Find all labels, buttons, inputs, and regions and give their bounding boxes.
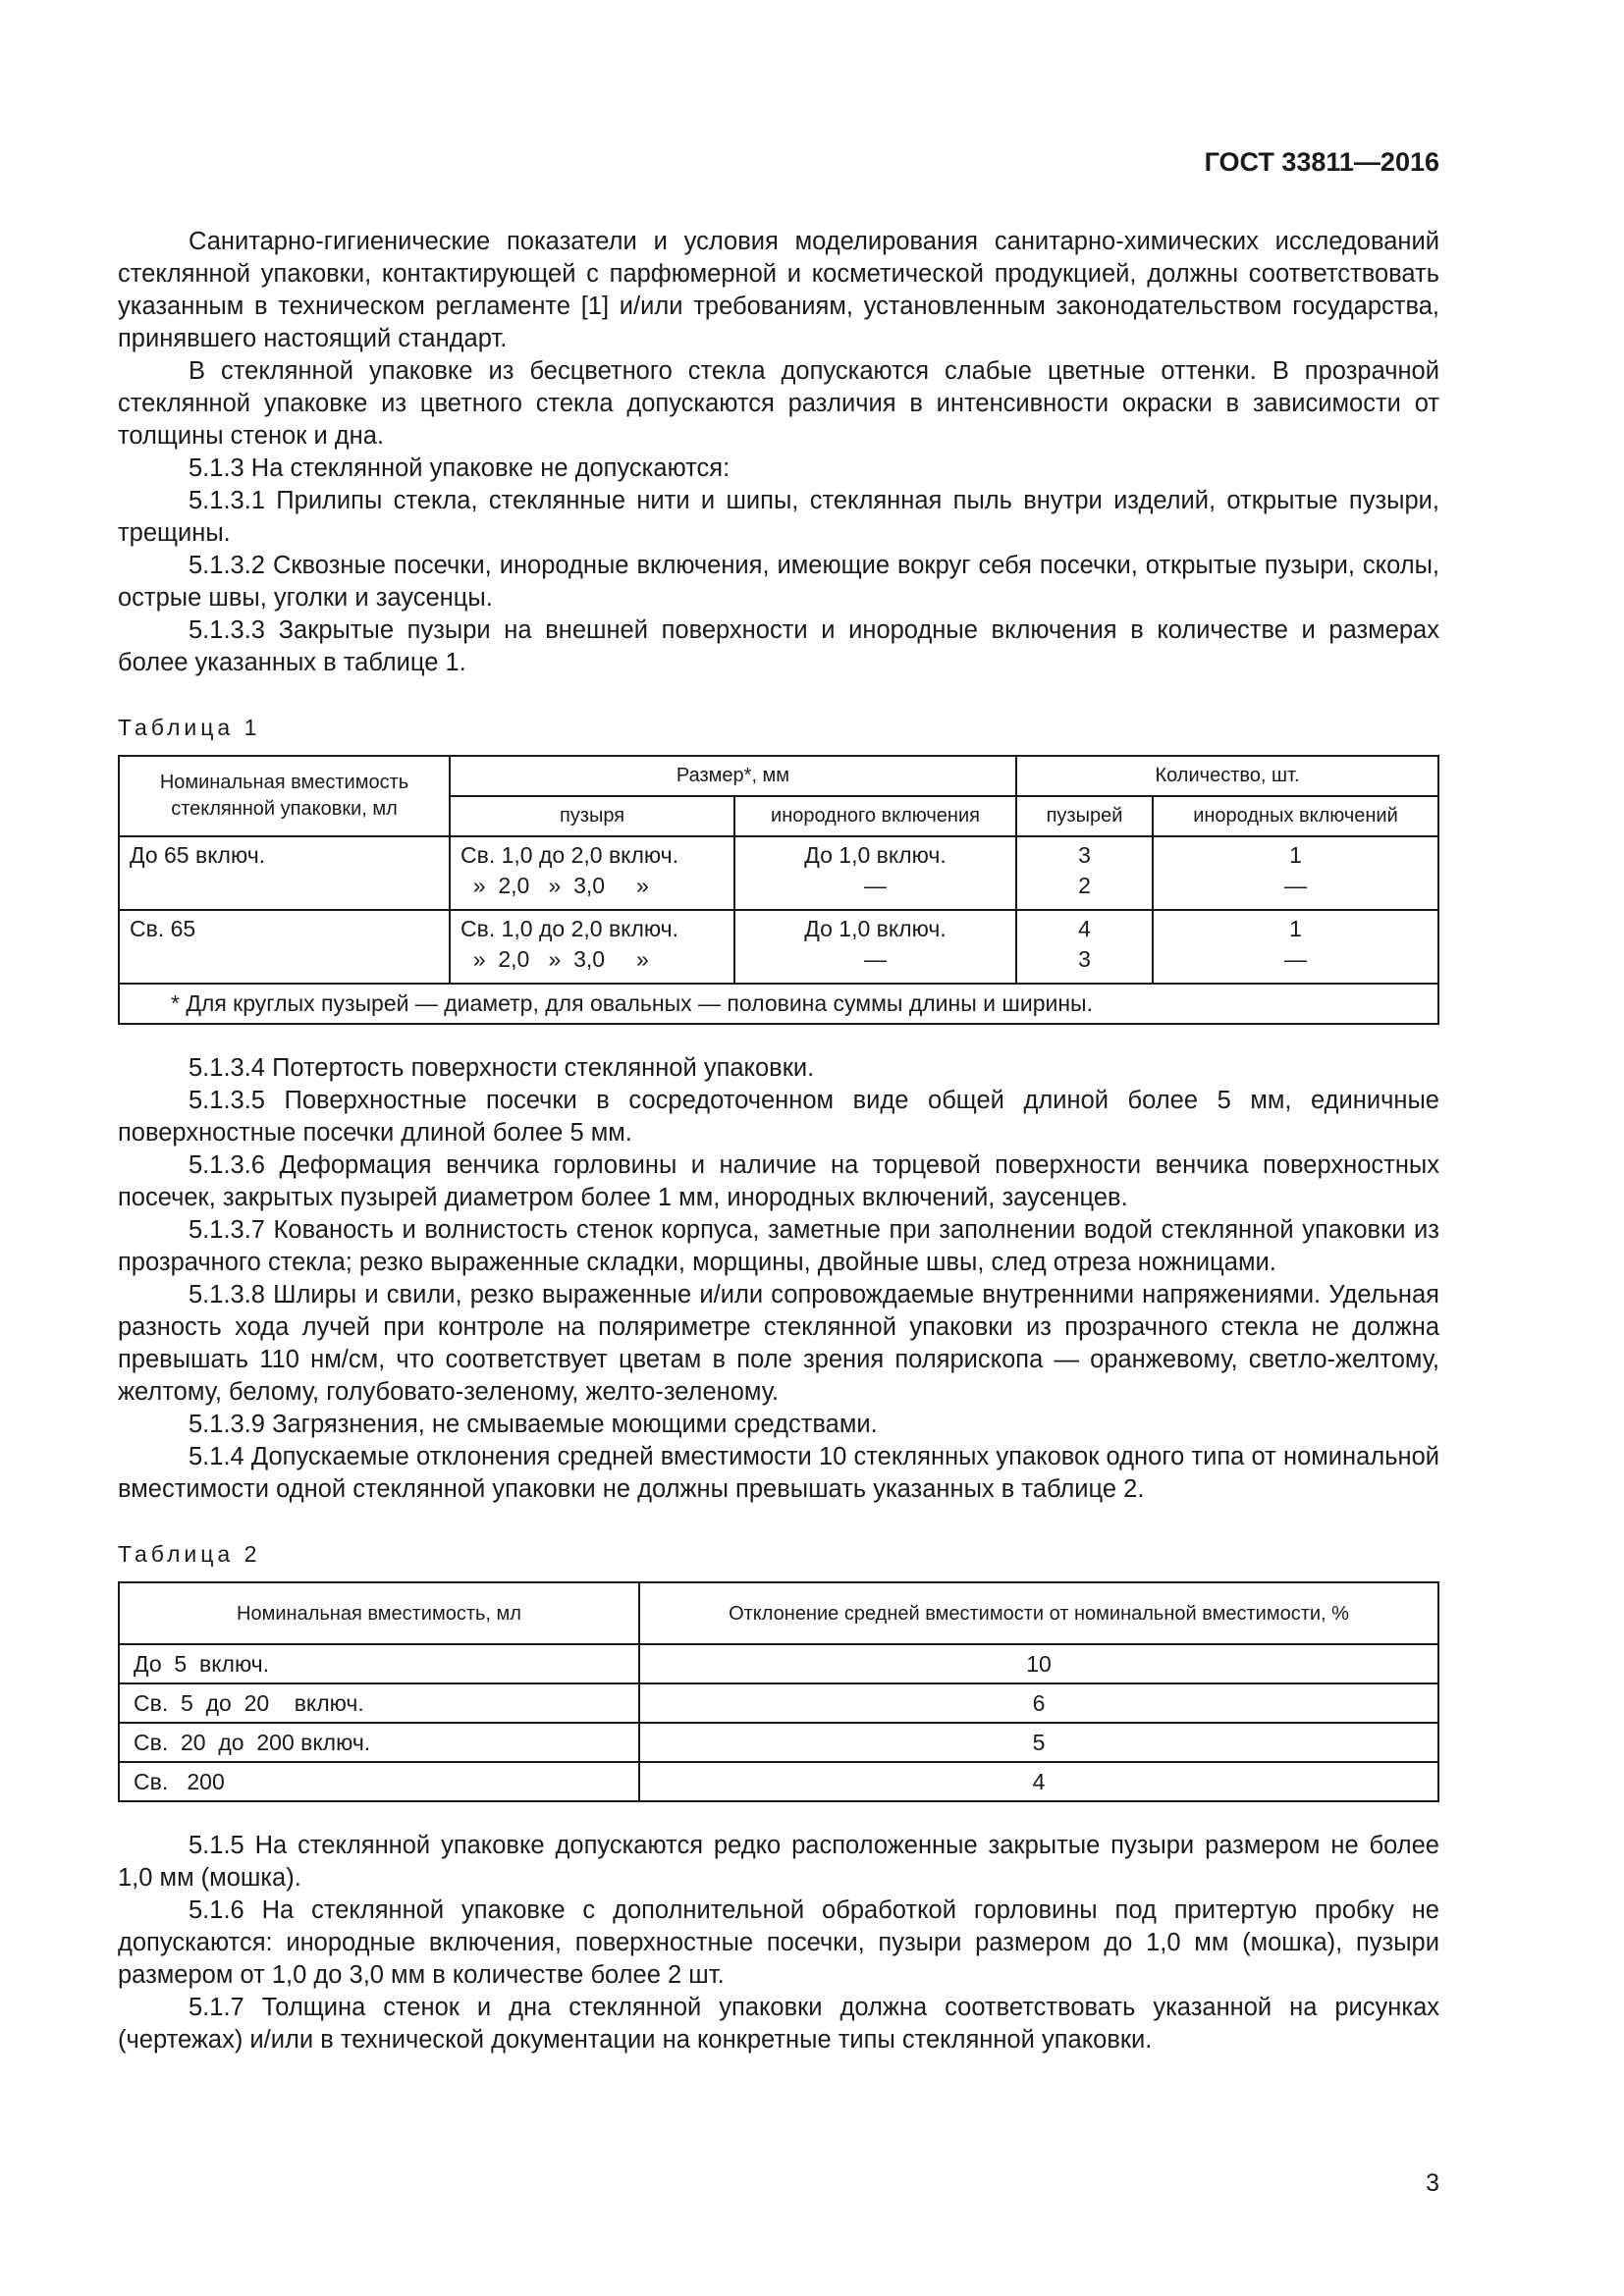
cell-capacity: Св. 65 xyxy=(119,910,450,984)
cell-bubble-size xyxy=(450,836,734,910)
table-2 xyxy=(118,1581,1439,1802)
table-row xyxy=(119,1683,1438,1723)
cell-line: До 1,0 включ. xyxy=(804,842,947,868)
paragraph: В стеклянной упаковке из бесцветного стекла допускаются слабые цветные оттенки. В прозрачной стеклянной упаковке из цветного стекла допускаются различия в интенсивности окраски в зависимости от толщины стенок и дна. xyxy=(118,357,1439,450)
cell-line: 3 xyxy=(1078,946,1091,972)
table-1-header-capacity: Номинальная вместимость стеклянной упаковки, мл xyxy=(119,756,450,836)
cell-line: Св. 1,0 до 2,0 включ. xyxy=(460,842,679,868)
cell-line: » 2,0 » 3,0 » xyxy=(460,873,649,898)
table-1-header-inclusions: инородных включений xyxy=(1153,796,1438,836)
table-1-caption: Таблица 1 xyxy=(118,715,261,740)
cell-line: — xyxy=(864,873,887,898)
cell-line: » 2,0 » 3,0 » xyxy=(460,946,649,972)
cell-capacity: До 65 включ. xyxy=(119,836,450,910)
cell-line: 4 xyxy=(1078,916,1091,941)
table-1-header-count: Количество, шт. xyxy=(1016,756,1438,796)
table-row xyxy=(119,1762,1438,1801)
cell-deviation: 4 xyxy=(639,1762,1438,1801)
paragraph: 5.1.3.6 Деформация венчика горловины и наличие на торцевой поверхности венчика поверхностных посечек, закрытых пузырей диаметром более 1 мм, инородных включений, заусенцев. xyxy=(118,1151,1439,1211)
cell-bubbles-count xyxy=(1016,910,1153,984)
paragraph: 5.1.3.3 Закрытые пузыри на внешней поверхности и инородные включения в количестве и размерах более указанных в таблице 1. xyxy=(118,616,1439,676)
cell-line: 1 xyxy=(1289,842,1302,868)
page-number: 3 xyxy=(1426,2169,1439,2197)
cell-bubble-size xyxy=(450,910,734,984)
paragraph: 5.1.4 Допускаемые отклонения средней вместимости 10 стеклянных упаковок одного типа от номинальной вместимости одной стеклянной упаковки не должны превышать указанных в таблице 2. xyxy=(118,1443,1439,1503)
paragraph: 5.1.3.1 Прилипы стекла, стеклянные нити и шипы, стеклянная пыль внутри изделий, открытые пузыри, трещины. xyxy=(118,487,1439,547)
table-1-header-inclusion: инородного включения xyxy=(734,796,1016,836)
cell-bubbles-count xyxy=(1016,836,1153,910)
paragraph: 5.1.7 Толщина стенок и дна стеклянной упаковки должна соответствовать указанной на рисунках (чертежах) и/или в технической документации на конкретные типы стеклянной упаковки. xyxy=(118,1994,1439,2054)
paragraph: 5.1.3.2 Сквозные посечки, инородные включения, имеющие вокруг себя посечки, открытые пузыри, сколы, острые швы, уголки и заусенцы. xyxy=(118,552,1439,612)
cell-line: До 1,0 включ. xyxy=(804,916,947,941)
cell-deviation: 10 xyxy=(639,1644,1438,1683)
cell-line: — xyxy=(1284,946,1307,972)
table-2-caption: Таблица 2 xyxy=(118,1541,261,1567)
cell-line: — xyxy=(1284,873,1307,898)
paragraph: 5.1.3.9 Загрязнения, не смываемые моющими средствами. xyxy=(189,1411,878,1438)
table-1-header-size: Размер*, мм xyxy=(450,756,1016,796)
paragraph: 5.1.3 На стеклянной упаковке не допускаются: xyxy=(189,454,731,482)
cell-line: — xyxy=(864,946,887,972)
table-2-header-capacity: Номинальная вместимость, мл xyxy=(119,1582,639,1644)
table-1-header-bubbles: пузырей xyxy=(1016,796,1153,836)
cell-line: 3 xyxy=(1078,842,1091,868)
table-row xyxy=(119,1644,1438,1683)
cell-capacity: Св. 5 до 20 включ. xyxy=(119,1683,639,1723)
paragraph: 5.1.3.5 Поверхностные посечки в сосредоточенном виде общей длиной более 5 мм, единичные поверхностные посечки длиной более 5 мм. xyxy=(118,1087,1439,1147)
paragraph: 5.1.3.8 Шлиры и свили, резко выраженные и/или сопровождаемые внутренними напряжениями. Удельная разность хода лучей при контроле на поляриметре стеклянной упаковки из прозрачного стекла не должна превышать 110 нм/см, что соответствует цветам в поле зрения полярископа — оранжевому, светло-желтому, желтому, белому, голубовато-зеленому, желто-зеленому. xyxy=(118,1281,1439,1406)
cell-inclusions-count xyxy=(1153,836,1438,910)
table-2-header-deviation: Отклонение средней вместимости от номинальной вместимости, % xyxy=(639,1582,1438,1644)
paragraph: 5.1.5 На стеклянной упаковке допускаются редко расположенные закрытые пузыри размером не более 1,0 мм (мошка). xyxy=(118,1832,1439,1892)
cell-line: 1 xyxy=(1289,916,1302,941)
paragraph: Санитарно-гигиенические показатели и условия моделирования санитарно-химических исследований стеклянной упаковки, контактирующей с парфюмерной и косметической продукцией, должны соответствовать указанным в техническом регламенте [1] и/или требованиям, установленным законодательством государства, принявшего настоящий стандарт. xyxy=(118,228,1439,352)
cell-deviation: 6 xyxy=(639,1683,1438,1723)
cell-capacity: До 5 включ. xyxy=(119,1644,639,1683)
table-1 xyxy=(118,755,1439,1025)
cell-line: 2 xyxy=(1078,873,1091,898)
cell-deviation: 5 xyxy=(639,1723,1438,1762)
standard-designation: ГОСТ 33811—2016 xyxy=(1204,147,1439,177)
table-1-header-bubble: пузыря xyxy=(450,796,734,836)
cell-capacity: Св. 20 до 200 включ. xyxy=(119,1723,639,1762)
paragraph: 5.1.6 На стеклянной упаковке с дополнительной обработкой горловины под притертую пробку не допускаются: инородные включения, поверхностные посечки, пузыри размером до 1,0 мм (мошка), пузыри размером от 1,0 до 3,0 мм в количестве более 2 шт. xyxy=(118,1896,1439,1989)
cell-inclusions-count xyxy=(1153,910,1438,984)
table-row xyxy=(119,910,1438,984)
table-row xyxy=(119,836,1438,910)
paragraph: 5.1.3.7 Кованость и волнистость стенок корпуса, заметные при заполнении водой стеклянной упаковки из прозрачного стекла; резко выраженные складки, морщины, двойные швы, след отреза ножницами. xyxy=(118,1216,1439,1276)
cell-inclusion-size xyxy=(734,836,1016,910)
table-1-footnote: * Для круглых пузырей — диаметр, для овальных — половина суммы длины и ширины. xyxy=(119,984,1438,1024)
table-row xyxy=(119,1723,1438,1762)
cell-capacity: Св. 200 xyxy=(119,1762,639,1801)
cell-line: Св. 1,0 до 2,0 включ. xyxy=(460,916,679,941)
page-content xyxy=(118,226,1439,2056)
cell-inclusion-size xyxy=(734,910,1016,984)
paragraph: 5.1.3.4 Потертость поверхности стеклянной упаковки. xyxy=(189,1054,815,1082)
